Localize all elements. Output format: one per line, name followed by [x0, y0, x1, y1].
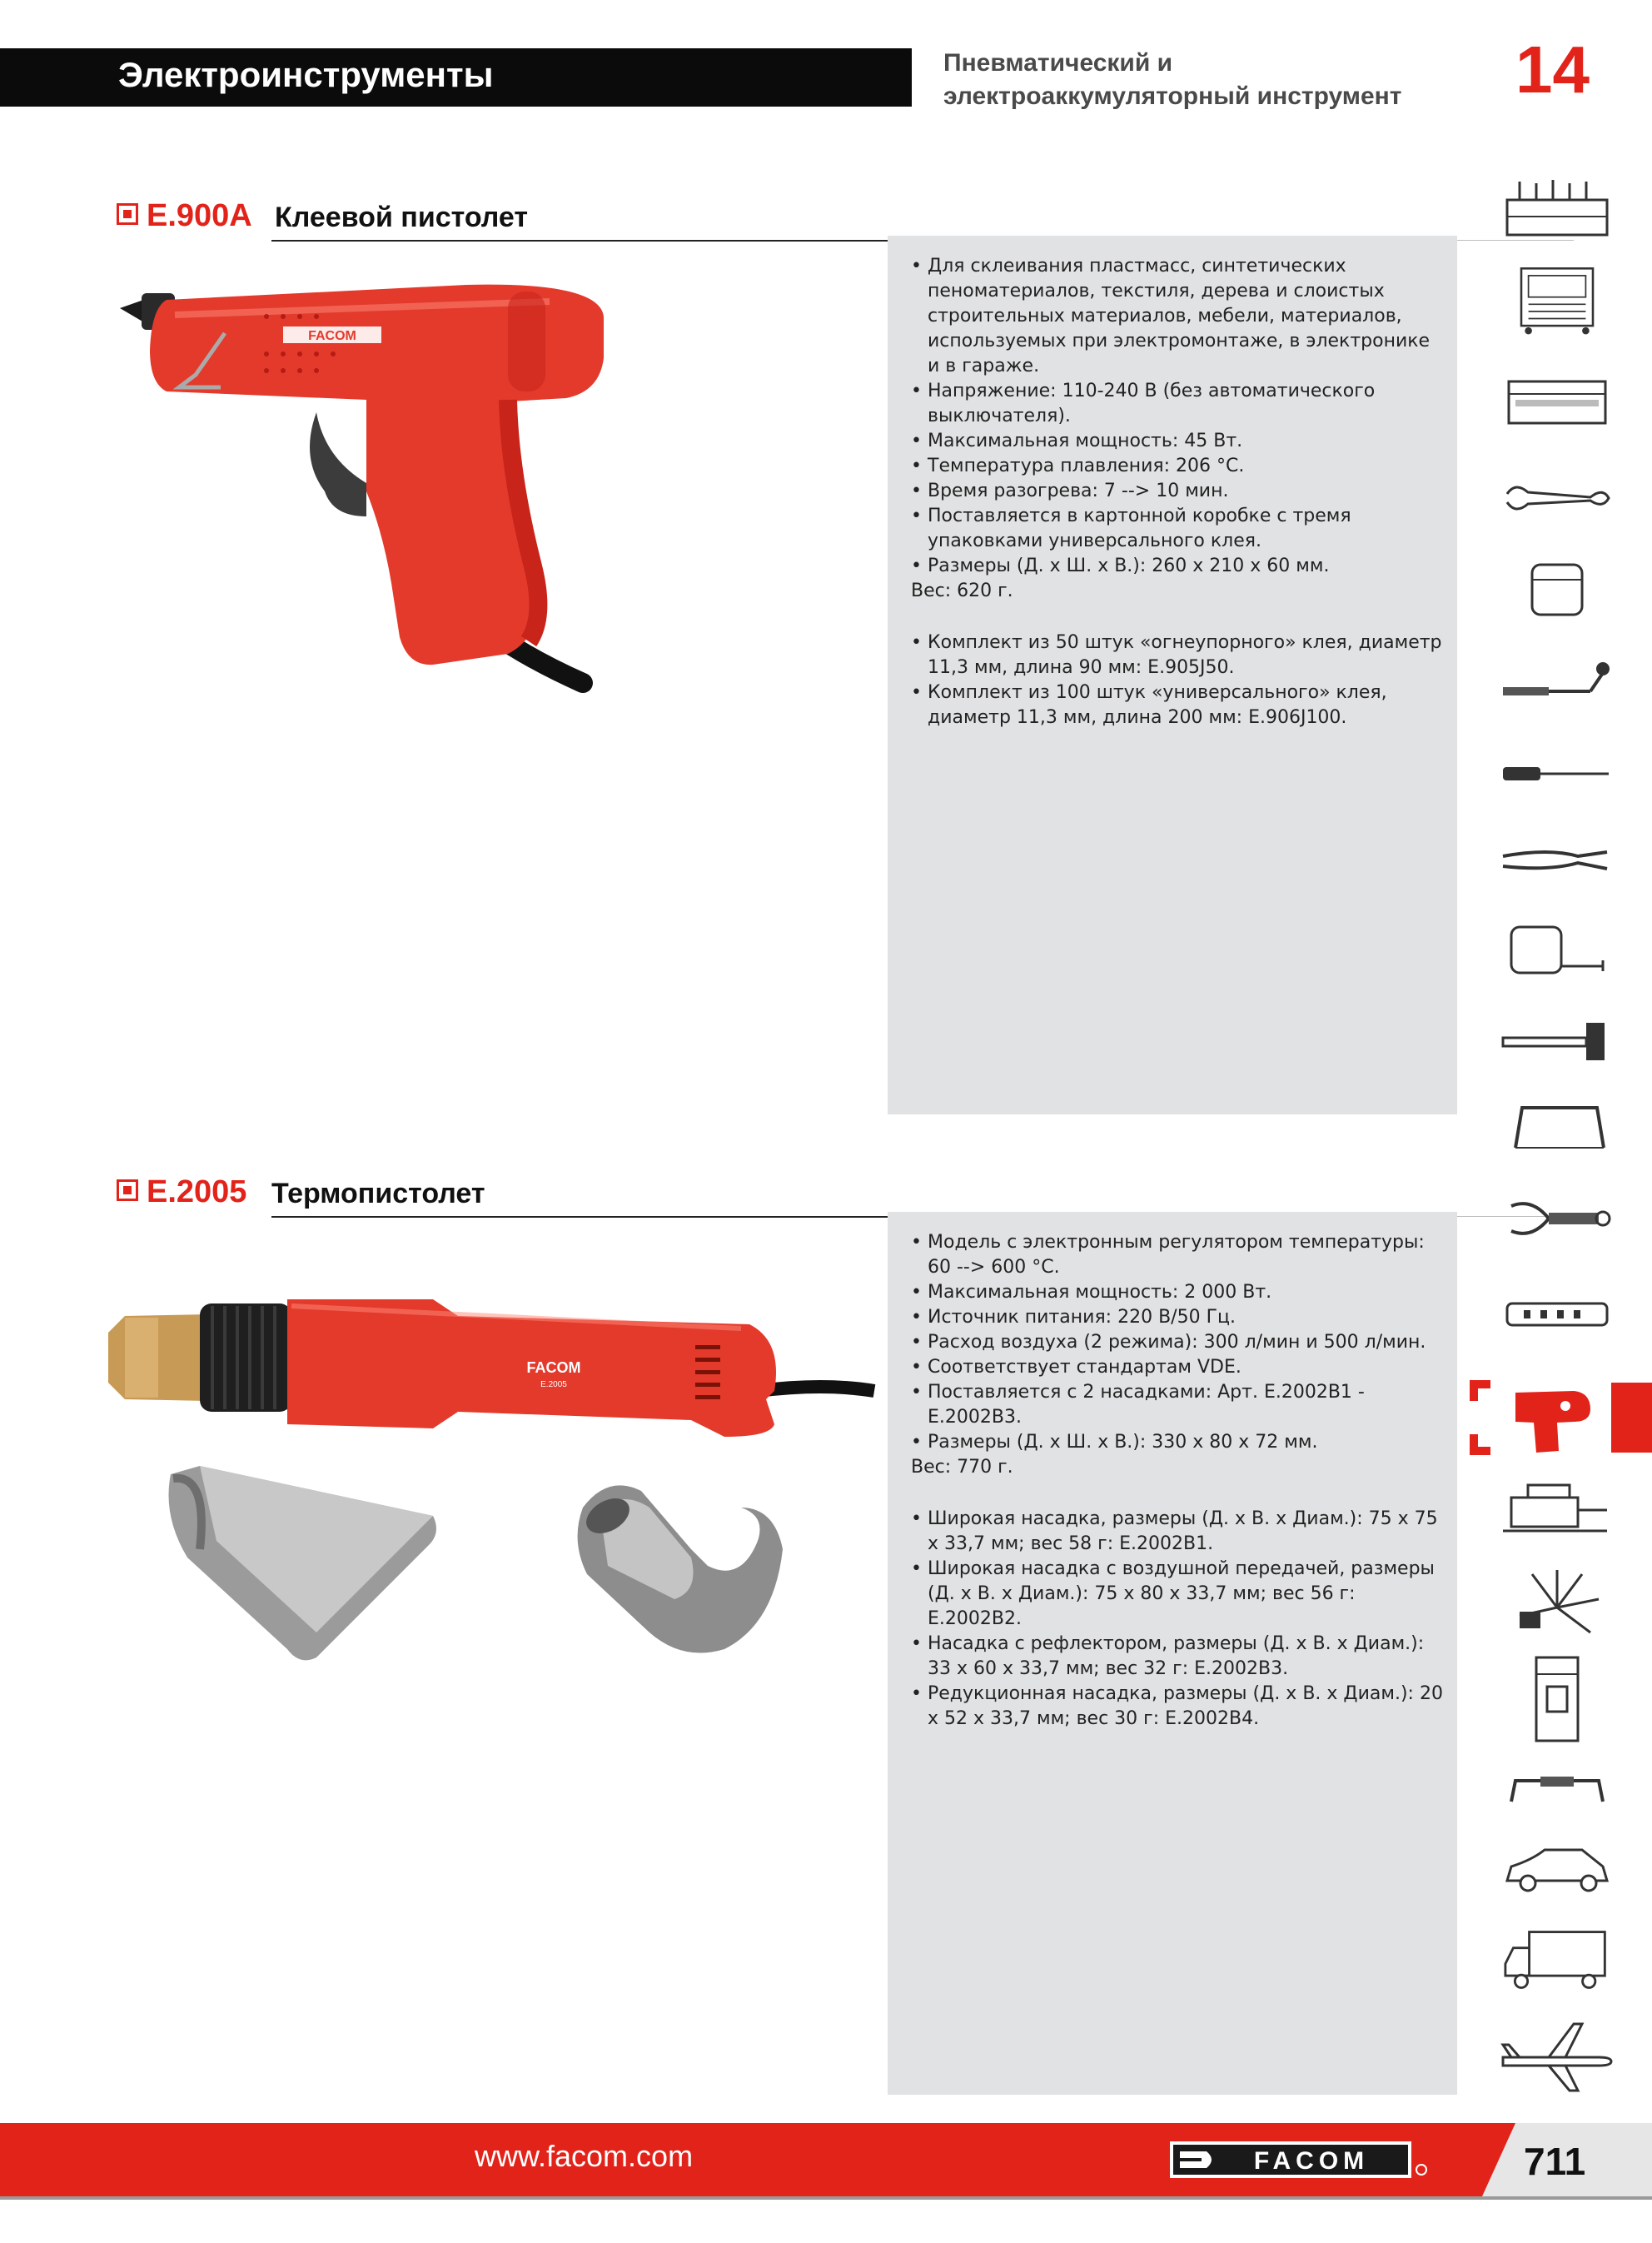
spec-bullet: • Напряжение: 110-240 В (без автоматического выключателя).	[911, 379, 1444, 429]
product-name: Термопистолет	[271, 1178, 485, 1209]
facom-logo	[1170, 2141, 1436, 2178]
hammer-icon[interactable]	[1499, 1004, 1615, 1075]
spec-bullet: • Поставляется в картонной коробке с тремя упаковками универсального клея.	[911, 504, 1444, 554]
page-title: Электроинструменты	[118, 55, 494, 94]
spec-bullet: • Расход воздуха (2 режима): 300 л/мин и 500 л/мин.	[911, 1330, 1444, 1355]
ratchet-icon[interactable]	[1499, 650, 1615, 721]
spec-bullet: • Для склеивания пластмасс, синтетических пеноматериалов, текстиля, дерева и слоистых строительных материалов, мебели, материалов, используемых при электромонтаже, в электронике и в гараже.	[911, 254, 1444, 379]
product-code: E.2005	[147, 1174, 247, 1209]
footer-divider	[0, 2196, 1652, 2200]
vise-icon[interactable]	[1499, 1470, 1615, 1542]
heat-gun-image	[108, 1266, 883, 1699]
weight-text: Вес: 770 г.	[911, 1457, 1013, 1478]
accessory-bullet: • Комплект из 100 штук «универсального» клея, диаметр 11,3 мм, длина 200 мм: E.906J100.	[911, 680, 1444, 730]
wide-nozzle-image	[169, 1466, 437, 1660]
airplane-icon[interactable]	[1499, 2016, 1615, 2099]
power-tool-icon[interactable]	[1465, 1376, 1615, 1459]
handle-icon[interactable]	[1499, 1753, 1615, 1825]
spec-bullet: • Модель с электронным регулятором температуры: 60 --> 600 °C.	[911, 1230, 1444, 1280]
description-e2005	[911, 1230, 1444, 1732]
accessory-bullet: • Широкая насадка с воздушной передачей, размеры (Д. х В. х Диам.): 75 x 80 x 33,7 мм; вес 56 г: E.2002B2.	[911, 1557, 1444, 1632]
tape-measure-icon[interactable]	[1499, 912, 1615, 984]
description-e900a	[911, 254, 1444, 730]
bullet-square-icon	[117, 1179, 138, 1201]
chapter-number: 14	[1515, 32, 1590, 107]
heat-gun-model: E.2005	[540, 1380, 567, 1389]
spec-bullet: • Источник питания: 220 В/50 Гц.	[911, 1305, 1444, 1330]
truck-icon[interactable]	[1499, 1924, 1615, 1996]
bullet-square-icon	[117, 203, 138, 225]
accessory-bullet: • Комплект из 50 штук «огнеупорного» клея, диаметр 11,3 мм, длина 90 мм: E.905J50.	[911, 631, 1444, 680]
chapter-subtitle-line2: электроаккумуляторный инструмент	[943, 82, 1402, 110]
reflector-nozzle-image	[578, 1485, 783, 1652]
hacksaw-icon[interactable]	[1499, 1095, 1615, 1167]
weight-text: Вес: 620 г.	[911, 581, 1013, 601]
spec-bullet: • Температура плавления: 206 °C.	[911, 454, 1444, 479]
circuit-breaker-icon[interactable]	[1499, 1653, 1615, 1745]
heat-gun-logo: FACOM	[526, 1359, 581, 1376]
drawer-icon[interactable]	[1499, 366, 1615, 438]
safety-icon[interactable]	[1499, 1566, 1615, 1649]
socket-icon[interactable]	[1499, 554, 1615, 626]
active-section-tab	[1611, 1383, 1652, 1453]
accessory-bullet: • Широкая насадка, размеры (Д. х В. х Диам.): 75 x 75 x 33,7 мм; вес 58 г: E.2002B1.	[911, 1507, 1444, 1557]
facom-logo-text: FACOM	[1253, 2147, 1370, 2175]
chapter-subtitle	[943, 47, 1476, 113]
spec-bullet: • Поставляется с 2 насадками: Арт. E.2002B1 - E.2002B3.	[911, 1380, 1444, 1430]
accessory-bullet: • Насадка с рефлектором, размеры (Д. х В. х Диам.): 33 x 60 x 33,7 мм; вес 32 г: E.2002B3.	[911, 1632, 1444, 1682]
spec-bullet: • Соответствует стандартам VDE.	[911, 1355, 1444, 1380]
glue-gun-logo: FACOM	[308, 329, 356, 343]
pliers-icon[interactable]	[1499, 825, 1615, 896]
spec-bullet: • Размеры (Д. х Ш. х В.): 330 x 80 x 72 мм.	[911, 1430, 1444, 1455]
tool-cabinet-icon[interactable]	[1499, 265, 1615, 336]
page-number: 711	[1524, 2140, 1586, 2183]
spec-bullet: • Размеры (Д. х Ш. х В.): 260 x 210 x 60 мм.	[911, 554, 1444, 579]
screwdriver-icon[interactable]	[1499, 737, 1615, 809]
puller-icon[interactable]	[1499, 1187, 1615, 1259]
tool-box-icon[interactable]	[1499, 175, 1615, 247]
accessory-bullet: • Редукционная насадка, размеры (Д. х В. х Диам.): 20 x 52 x 33,7 мм; вес 30 г: E.2002B4.	[911, 1682, 1444, 1732]
spec-bullet: • Время разогрева: 7 --> 10 мин.	[911, 479, 1444, 504]
website-link[interactable]: www.facom.com	[475, 2139, 694, 2173]
tester-icon[interactable]	[1499, 1279, 1615, 1350]
spec-bullet: • Максимальная мощность: 2 000 Вт.	[911, 1280, 1444, 1305]
wrench-icon[interactable]	[1499, 462, 1615, 534]
product-name: Клеевой пистолет	[275, 202, 529, 233]
product-code: E.900A	[147, 198, 252, 233]
spec-bullet: • Максимальная мощность: 45 Вт.	[911, 429, 1444, 454]
chapter-subtitle-line1: Пневматический и	[943, 49, 1173, 77]
glue-gun-image	[117, 267, 616, 700]
car-icon[interactable]	[1499, 1832, 1615, 1904]
